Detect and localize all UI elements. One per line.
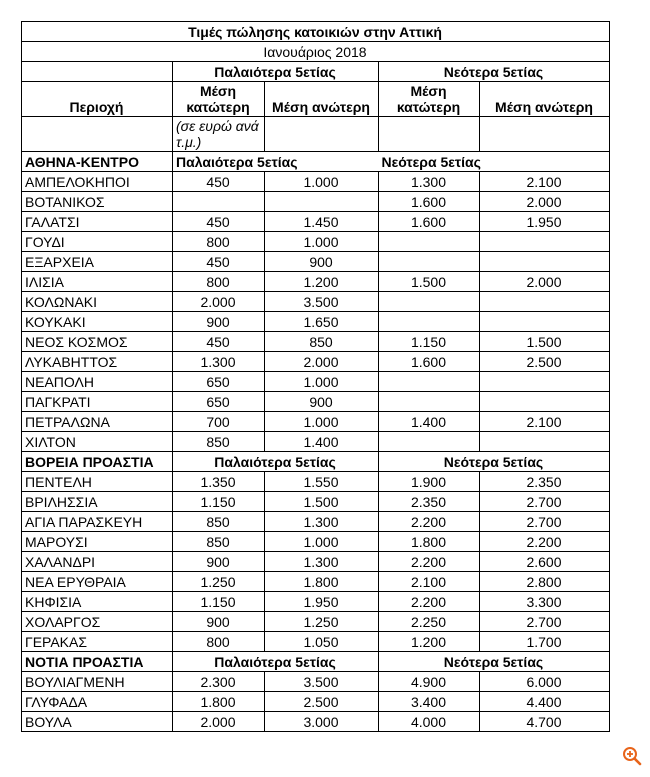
table-row [22, 292, 610, 312]
price-table [21, 21, 610, 732]
section-header-row [22, 152, 610, 172]
new-low-value [379, 292, 480, 312]
empty-cell [379, 117, 480, 152]
new-low-value: 1.500 [379, 272, 480, 292]
table-date: Ιανουάριος 2018 [22, 42, 610, 62]
group-header-row [22, 62, 610, 82]
area-name: ΜΑΡΟΥΣΙ [22, 532, 173, 552]
section-name: ΝΟΤΙΑ ΠΡΟΑΣΤΙΑ [22, 652, 173, 672]
old-high-value: 1.250 [265, 612, 379, 632]
table-row [22, 352, 610, 372]
table-row [22, 512, 610, 532]
old-high-value: 1.300 [265, 552, 379, 572]
old-low-value: 1.150 [173, 592, 265, 612]
section-header-row [22, 452, 610, 472]
table-row [22, 472, 610, 492]
old-low-value: 2.000 [173, 292, 265, 312]
new-high-value: 1.500 [480, 332, 610, 352]
group-new-header: Νεότερα 5ετίας [379, 62, 610, 82]
column-header-row [22, 82, 610, 117]
new-low-value: 2.200 [379, 592, 480, 612]
new-high-value: 2.100 [480, 172, 610, 192]
table-row [22, 572, 610, 592]
new-high-value [480, 312, 610, 332]
old-low-value: 900 [173, 312, 265, 332]
new-low-value: 1.600 [379, 192, 480, 212]
new-low-value: 1.150 [379, 332, 480, 352]
area-name: ΝΕΑ ΕΡΥΘΡΑΙΑ [22, 572, 173, 592]
table-row [22, 592, 610, 612]
section-new-label: Νεότερα 5ετίας [379, 152, 610, 172]
area-name: ΒΟΥΛΑ [22, 712, 173, 732]
new-low-value: 1.800 [379, 532, 480, 552]
col-new-low-header: Μέση κατώτερη [379, 82, 480, 117]
old-low-value: 1.350 [173, 472, 265, 492]
new-high-value: 2.600 [480, 552, 610, 572]
area-name: ΚΟΥΚΑΚΙ [22, 312, 173, 332]
new-high-value [480, 252, 610, 272]
new-low-value: 1.600 [379, 352, 480, 372]
old-high-value: 1.200 [265, 272, 379, 292]
col-area-header: Περιοχή [22, 82, 173, 117]
area-name: ΝΕΟΣ ΚΟΣΜΟΣ [22, 332, 173, 352]
new-low-value [379, 432, 480, 452]
new-high-value [480, 432, 610, 452]
section-name: ΒΟΡΕΙΑ ΠΡΟΑΣΤΙΑ [22, 452, 173, 472]
new-high-value: 2.700 [480, 492, 610, 512]
table-row [22, 432, 610, 452]
old-low-value: 850 [173, 532, 265, 552]
area-name: ΓΕΡΑΚΑΣ [22, 632, 173, 652]
area-name: ΠΑΓΚΡΑΤΙ [22, 392, 173, 412]
area-name: ΙΛΙΣΙΑ [22, 272, 173, 292]
section-header-row [22, 652, 610, 672]
col-new-high-header: Μέση ανώτερη [480, 82, 610, 117]
new-high-value: 1.950 [480, 212, 610, 232]
table-row [22, 192, 610, 212]
old-low-value: 900 [173, 552, 265, 572]
table-row [22, 372, 610, 392]
col-old-high-header: Μέση ανώτερη [265, 82, 379, 117]
empty-cell [22, 62, 173, 82]
new-high-value [480, 392, 610, 412]
table-row [22, 172, 610, 192]
old-low-value: 1.150 [173, 492, 265, 512]
area-name: ΧΙΛΤΟΝ [22, 432, 173, 452]
new-low-value: 3.400 [379, 692, 480, 712]
old-high-value: 1.000 [265, 232, 379, 252]
table-row [22, 332, 610, 352]
new-high-value: 4.400 [480, 692, 610, 712]
table-row [22, 692, 610, 712]
new-high-value [480, 372, 610, 392]
new-low-value [379, 312, 480, 332]
area-name: ΑΓΙΑ ΠΑΡΑΣΚΕΥΗ [22, 512, 173, 532]
area-name: ΝΕΑΠΟΛΗ [22, 372, 173, 392]
area-name: ΒΟΥΛΙΑΓΜΕΝΗ [22, 672, 173, 692]
old-low-value: 450 [173, 252, 265, 272]
new-low-value: 4.000 [379, 712, 480, 732]
old-low-value: 800 [173, 232, 265, 252]
table-row [22, 552, 610, 572]
area-name: ΕΞΑΡΧΕΙΑ [22, 252, 173, 272]
old-high-value: 1.650 [265, 312, 379, 332]
old-low-value: 650 [173, 392, 265, 412]
old-low-value: 800 [173, 272, 265, 292]
unit-note-row [22, 117, 610, 152]
new-low-value: 1.400 [379, 412, 480, 432]
new-low-value: 2.250 [379, 612, 480, 632]
table-row [22, 252, 610, 272]
old-low-value: 700 [173, 412, 265, 432]
new-high-value: 2.100 [480, 412, 610, 432]
old-high-value: 900 [265, 392, 379, 412]
section-old-label: Παλαιότερα 5ετίας [173, 152, 379, 172]
zoom-in-icon[interactable] [622, 746, 642, 766]
area-name: ΠΕΝΤΕΛΗ [22, 472, 173, 492]
new-high-value: 2.500 [480, 352, 610, 372]
old-low-value: 650 [173, 372, 265, 392]
table-row [22, 312, 610, 332]
table-row [22, 532, 610, 552]
new-low-value: 2.200 [379, 552, 480, 572]
old-low-value: 450 [173, 212, 265, 232]
old-high-value: 900 [265, 252, 379, 272]
new-low-value [379, 232, 480, 252]
new-low-value: 1.300 [379, 172, 480, 192]
empty-cell [22, 117, 173, 152]
table-row [22, 712, 610, 732]
col-old-low-header: Μέση κατώτερη [173, 82, 265, 117]
table-row [22, 392, 610, 412]
table-row [22, 272, 610, 292]
area-name: ΓΟΥΔΙ [22, 232, 173, 252]
old-high-value: 1.000 [265, 172, 379, 192]
old-low-value [173, 192, 265, 212]
new-high-value: 2.800 [480, 572, 610, 592]
old-high-value: 1.000 [265, 372, 379, 392]
old-low-value: 900 [173, 612, 265, 632]
section-new-label: Νεότερα 5ετίας [379, 452, 610, 472]
new-low-value: 2.350 [379, 492, 480, 512]
title-row [22, 22, 610, 42]
area-name: ΚΟΛΩΝΑΚΙ [22, 292, 173, 312]
old-low-value: 2.000 [173, 712, 265, 732]
old-low-value: 2.300 [173, 672, 265, 692]
old-low-value: 1.300 [173, 352, 265, 372]
table-row [22, 492, 610, 512]
old-low-value: 1.250 [173, 572, 265, 592]
table-row [22, 612, 610, 632]
section-old-label: Παλαιότερα 5ετίας [173, 452, 379, 472]
area-name: ΠΕΤΡΑΛΩΝΑ [22, 412, 173, 432]
section-old-label: Παλαιότερα 5ετίας [173, 652, 379, 672]
table-row [22, 232, 610, 252]
area-name: ΓΛΥΦΑΔΑ [22, 692, 173, 712]
new-high-value [480, 292, 610, 312]
old-low-value: 800 [173, 632, 265, 652]
unit-note: (σε ευρώ ανά τ.μ.) [173, 117, 265, 152]
old-high-value: 3.500 [265, 292, 379, 312]
area-name: ΒΟΤΑΝΙΚΟΣ [22, 192, 173, 212]
old-high-value: 850 [265, 332, 379, 352]
section-name: ΑΘΗΝΑ-ΚΕΝΤΡΟ [22, 152, 173, 172]
new-low-value [379, 392, 480, 412]
area-name: ΑΜΠΕΛΟΚΗΠΟΙ [22, 172, 173, 192]
old-high-value: 2.500 [265, 692, 379, 712]
table-row [22, 412, 610, 432]
old-high-value: 1.950 [265, 592, 379, 612]
old-high-value: 1.000 [265, 532, 379, 552]
new-high-value: 4.700 [480, 712, 610, 732]
table-row [22, 212, 610, 232]
new-high-value: 3.300 [480, 592, 610, 612]
empty-cell [265, 117, 379, 152]
area-name: ΧΑΛΑΝΔΡΙ [22, 552, 173, 572]
old-high-value [265, 192, 379, 212]
new-high-value: 1.700 [480, 632, 610, 652]
new-low-value: 2.200 [379, 512, 480, 532]
area-name: ΧΟΛΑΡΓΟΣ [22, 612, 173, 632]
area-name: ΒΡΙΛΗΣΣΙΑ [22, 492, 173, 512]
new-low-value: 1.900 [379, 472, 480, 492]
section-new-label: Νεότερα 5ετίας [379, 652, 610, 672]
new-high-value: 2.700 [480, 512, 610, 532]
new-high-value [480, 232, 610, 252]
new-high-value: 2.700 [480, 612, 610, 632]
price-table-body [22, 22, 610, 732]
old-high-value: 1.400 [265, 432, 379, 452]
table-row [22, 672, 610, 692]
new-low-value [379, 372, 480, 392]
group-old-header: Παλαιότερα 5ετίας [173, 62, 379, 82]
old-high-value: 1.800 [265, 572, 379, 592]
old-high-value: 1.300 [265, 512, 379, 532]
new-high-value: 2.000 [480, 272, 610, 292]
new-high-value: 2.200 [480, 532, 610, 552]
new-high-value: 2.000 [480, 192, 610, 212]
new-low-value: 4.900 [379, 672, 480, 692]
new-low-value: 2.100 [379, 572, 480, 592]
old-low-value: 850 [173, 432, 265, 452]
old-low-value: 850 [173, 512, 265, 532]
empty-cell [480, 117, 610, 152]
new-low-value [379, 252, 480, 272]
date-row [22, 42, 610, 62]
new-high-value: 2.350 [480, 472, 610, 492]
old-high-value: 1.450 [265, 212, 379, 232]
new-low-value: 1.600 [379, 212, 480, 232]
table-row [22, 632, 610, 652]
old-high-value: 1.500 [265, 492, 379, 512]
old-low-value: 450 [173, 172, 265, 192]
area-name: ΛΥΚΑΒΗΤΤΟΣ [22, 352, 173, 372]
old-high-value: 3.500 [265, 672, 379, 692]
old-high-value: 2.000 [265, 352, 379, 372]
new-low-value: 1.200 [379, 632, 480, 652]
new-high-value: 6.000 [480, 672, 610, 692]
old-high-value: 1.550 [265, 472, 379, 492]
table-title: Τιμές πώλησης κατοικιών στην Αττική [22, 22, 610, 42]
old-high-value: 3.000 [265, 712, 379, 732]
area-name: ΚΗΦΙΣΙΑ [22, 592, 173, 612]
old-high-value: 1.050 [265, 632, 379, 652]
old-high-value: 1.000 [265, 412, 379, 432]
area-name: ΓΑΛΑΤΣΙ [22, 212, 173, 232]
old-low-value: 1.800 [173, 692, 265, 712]
old-low-value: 450 [173, 332, 265, 352]
